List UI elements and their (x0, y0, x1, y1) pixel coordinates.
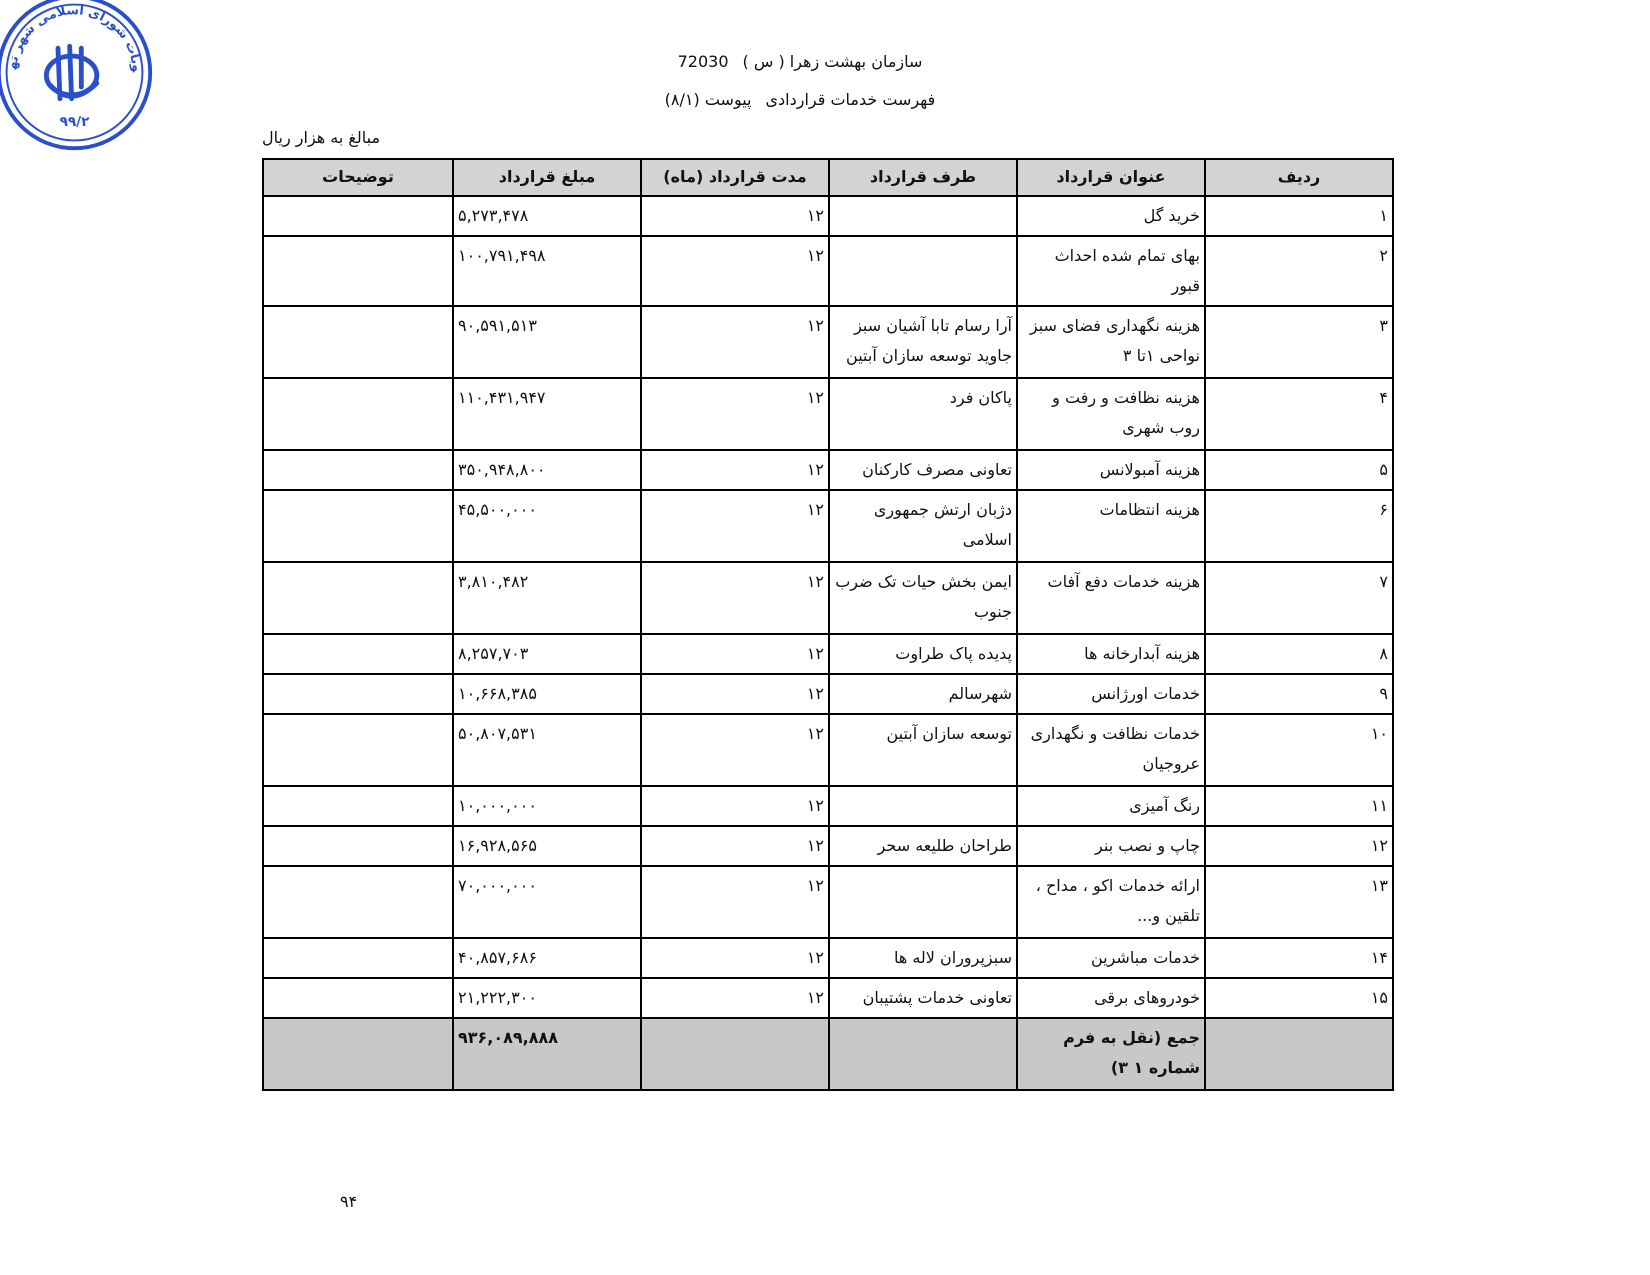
table-row (263, 378, 1393, 450)
cell-amount: ۲۱,۲۲۲,۳۰۰ (453, 978, 641, 1018)
cell-notes (263, 786, 453, 826)
header-subtitle-line (500, 90, 1100, 109)
table-row (263, 938, 1393, 978)
cell-row-number: ۸ (1205, 634, 1393, 674)
cell-contract-title: ارائه خدمات اکو ، مداح ، تلقین و... (1017, 866, 1205, 938)
cell-notes (263, 634, 453, 674)
cell-row-number: ۶ (1205, 490, 1393, 562)
cell-contract-party: توسعه سازان آبتین (829, 714, 1017, 786)
document-subtitle: فهرست خدمات قراردادی (765, 90, 936, 109)
cell-contract-title: خرید گل (1017, 196, 1205, 236)
cell-duration: ۱۲ (641, 938, 829, 978)
cell-amount: ۵۰,۸۰۷,۵۳۱ (453, 714, 641, 786)
cell-duration: ۱۲ (641, 674, 829, 714)
cell-total-row-number (1205, 1018, 1393, 1090)
cell-amount: ۳,۸۱۰,۴۸۲ (453, 562, 641, 634)
cell-notes (263, 306, 453, 378)
cell-contract-party (829, 236, 1017, 306)
cell-notes (263, 236, 453, 306)
table-row (263, 978, 1393, 1018)
cell-row-number: ۹ (1205, 674, 1393, 714)
page-number: ۹۴ (340, 1192, 358, 1211)
cell-duration: ۱۲ (641, 826, 829, 866)
table-row (263, 866, 1393, 938)
cell-row-number: ۱۱ (1205, 786, 1393, 826)
table-row (263, 490, 1393, 562)
cell-row-number: ۱ (1205, 196, 1393, 236)
cell-amount: ۱۰۰,۷۹۱,۴۹۸ (453, 236, 641, 306)
contract-services-table (262, 158, 1394, 1091)
cell-row-number: ۱۳ (1205, 866, 1393, 938)
table-row (263, 306, 1393, 378)
cell-row-number: ۱۰ (1205, 714, 1393, 786)
cell-notes (263, 674, 453, 714)
cell-amount: ۴۵,۵۰۰,۰۰۰ (453, 490, 641, 562)
cell-contract-title: بهای تمام شده احداث قبور (1017, 236, 1205, 306)
cell-amount: ۱۰,۰۰۰,۰۰۰ (453, 786, 641, 826)
cell-contract-party: پدیده پاک طراوت (829, 634, 1017, 674)
stamp-emblem-icon (46, 46, 96, 98)
cell-contract-party: دژبان ارتش جمهوری اسلامی (829, 490, 1017, 562)
cell-contract-party: تعاونی خدمات پشتیبان (829, 978, 1017, 1018)
cell-duration: ۱۲ (641, 866, 829, 938)
cell-contract-party (829, 866, 1017, 938)
cell-duration: ۱۲ (641, 634, 829, 674)
table-row (263, 196, 1393, 236)
cell-duration: ۱۲ (641, 306, 829, 378)
col-header-amount: مبلغ قرارداد (453, 159, 641, 196)
table-row (263, 674, 1393, 714)
cell-contract-party: تعاونی مصرف کارکنان (829, 450, 1017, 490)
header-title-line (500, 52, 1100, 71)
cell-contract-title: رنگ آمیزی (1017, 786, 1205, 826)
org-name: سازمان بهشت زهرا ( س ) (742, 52, 923, 71)
cell-row-number: ۱۲ (1205, 826, 1393, 866)
table-row (263, 634, 1393, 674)
cell-notes (263, 714, 453, 786)
table-header-row (263, 159, 1393, 196)
cell-contract-title: خدمات نظافت و نگهداری عروجیان (1017, 714, 1205, 786)
table-total-row (263, 1018, 1393, 1090)
cell-contract-title: هزینه انتظامات (1017, 490, 1205, 562)
cell-notes (263, 490, 453, 562)
cell-notes (263, 196, 453, 236)
cell-amount: ۳۵۰,۹۴۸,۸۰۰ (453, 450, 641, 490)
cell-amount: ۱۱۰,۴۳۱,۹۴۷ (453, 378, 641, 450)
cell-contract-party: آرا رسام تابا آشیان سبز جاوید توسعه سازان آبتین (829, 306, 1017, 378)
cell-row-number: ۱۵ (1205, 978, 1393, 1018)
col-header-notes: توضیحات (263, 159, 453, 196)
cell-notes (263, 826, 453, 866)
org-code: 72030 (677, 52, 729, 71)
cell-amount: ۱۶,۹۲۸,۵۶۵ (453, 826, 641, 866)
cell-contract-title: هزینه آمبولانس (1017, 450, 1205, 490)
cell-duration: ۱۲ (641, 490, 829, 562)
cell-duration: ۱۲ (641, 378, 829, 450)
cell-total-amount: ۹۳۶,۰۸۹,۸۸۸ (453, 1018, 641, 1090)
cell-duration: ۱۲ (641, 196, 829, 236)
cell-row-number: ۳ (1205, 306, 1393, 378)
cell-notes (263, 978, 453, 1018)
cell-duration: ۱۲ (641, 714, 829, 786)
cell-contract-title: خدمات مباشرین (1017, 938, 1205, 978)
cell-amount: ۸,۲۵۷,۷۰۳ (453, 634, 641, 674)
cell-amount: ۴۰,۸۵۷,۶۸۶ (453, 938, 641, 978)
cell-notes (263, 450, 453, 490)
cell-contract-party: سبزپروران لاله ها (829, 938, 1017, 978)
cell-total-label: جمع (نقل به فرم شماره ۱ ۳) (1017, 1018, 1205, 1090)
table-row (263, 786, 1393, 826)
cell-notes (263, 866, 453, 938)
cell-notes (263, 938, 453, 978)
cell-contract-title: چاپ و نصب بنر (1017, 826, 1205, 866)
cell-notes (263, 562, 453, 634)
cell-contract-title: هزینه نظافت و رفت و روب شهری (1017, 378, 1205, 450)
table-row (263, 562, 1393, 634)
cell-amount: ۱۰,۶۶۸,۳۸۵ (453, 674, 641, 714)
cell-total-party (829, 1018, 1017, 1090)
col-header-row-number: ردیف (1205, 159, 1393, 196)
cell-duration: ۱۲ (641, 236, 829, 306)
cell-duration: ۱۲ (641, 978, 829, 1018)
cell-row-number: ۲ (1205, 236, 1393, 306)
cell-amount: ۵,۲۷۳,۴۷۸ (453, 196, 641, 236)
table-row (263, 714, 1393, 786)
stamp-text-top: وبات شورای اسلامی شهر ته (4, 2, 145, 73)
cell-contract-title: هزینه آبدارخانه ها (1017, 634, 1205, 674)
cell-contract-title: خودروهای برقی (1017, 978, 1205, 1018)
cell-contract-title: هزینه خدمات دفع آفات (1017, 562, 1205, 634)
council-approval-stamp (0, 0, 157, 155)
cell-duration: ۱۲ (641, 562, 829, 634)
cell-row-number: ۱۴ (1205, 938, 1393, 978)
table-row (263, 826, 1393, 866)
table-row (263, 236, 1393, 306)
cell-contract-title: خدمات اورژانس (1017, 674, 1205, 714)
cell-amount: ۹۰,۵۹۱,۵۱۳ (453, 306, 641, 378)
cell-row-number: ۷ (1205, 562, 1393, 634)
annex-label: پیوست (۸/۱) (664, 90, 752, 109)
cell-contract-party (829, 786, 1017, 826)
cell-notes (263, 378, 453, 450)
stamp-text-bottom: ۹۹/۲ (59, 113, 90, 130)
cell-duration: ۱۲ (641, 786, 829, 826)
col-header-duration: مدت قرارداد (ماه) (641, 159, 829, 196)
cell-row-number: ۴ (1205, 378, 1393, 450)
cell-contract-party (829, 196, 1017, 236)
col-header-contract-party: طرف قرارداد (829, 159, 1017, 196)
cell-contract-party: ایمن بخش حیات تک ضرب جنوب (829, 562, 1017, 634)
cell-amount: ۷۰,۰۰۰,۰۰۰ (453, 866, 641, 938)
cell-duration: ۱۲ (641, 450, 829, 490)
cell-contract-party: پاکان فرد (829, 378, 1017, 450)
cell-total-notes (263, 1018, 453, 1090)
table-row (263, 450, 1393, 490)
cell-row-number: ۵ (1205, 450, 1393, 490)
col-header-contract-title: عنوان قرارداد (1017, 159, 1205, 196)
cell-contract-title: هزینه نگهداری فضای سبز نواحی ۱تا ۳ (1017, 306, 1205, 378)
cell-contract-party: طراحان طلیعه سحر (829, 826, 1017, 866)
cell-contract-party: شهرسالم (829, 674, 1017, 714)
units-note: مبالغ به هزار ریال (262, 128, 381, 147)
cell-total-duration (641, 1018, 829, 1090)
